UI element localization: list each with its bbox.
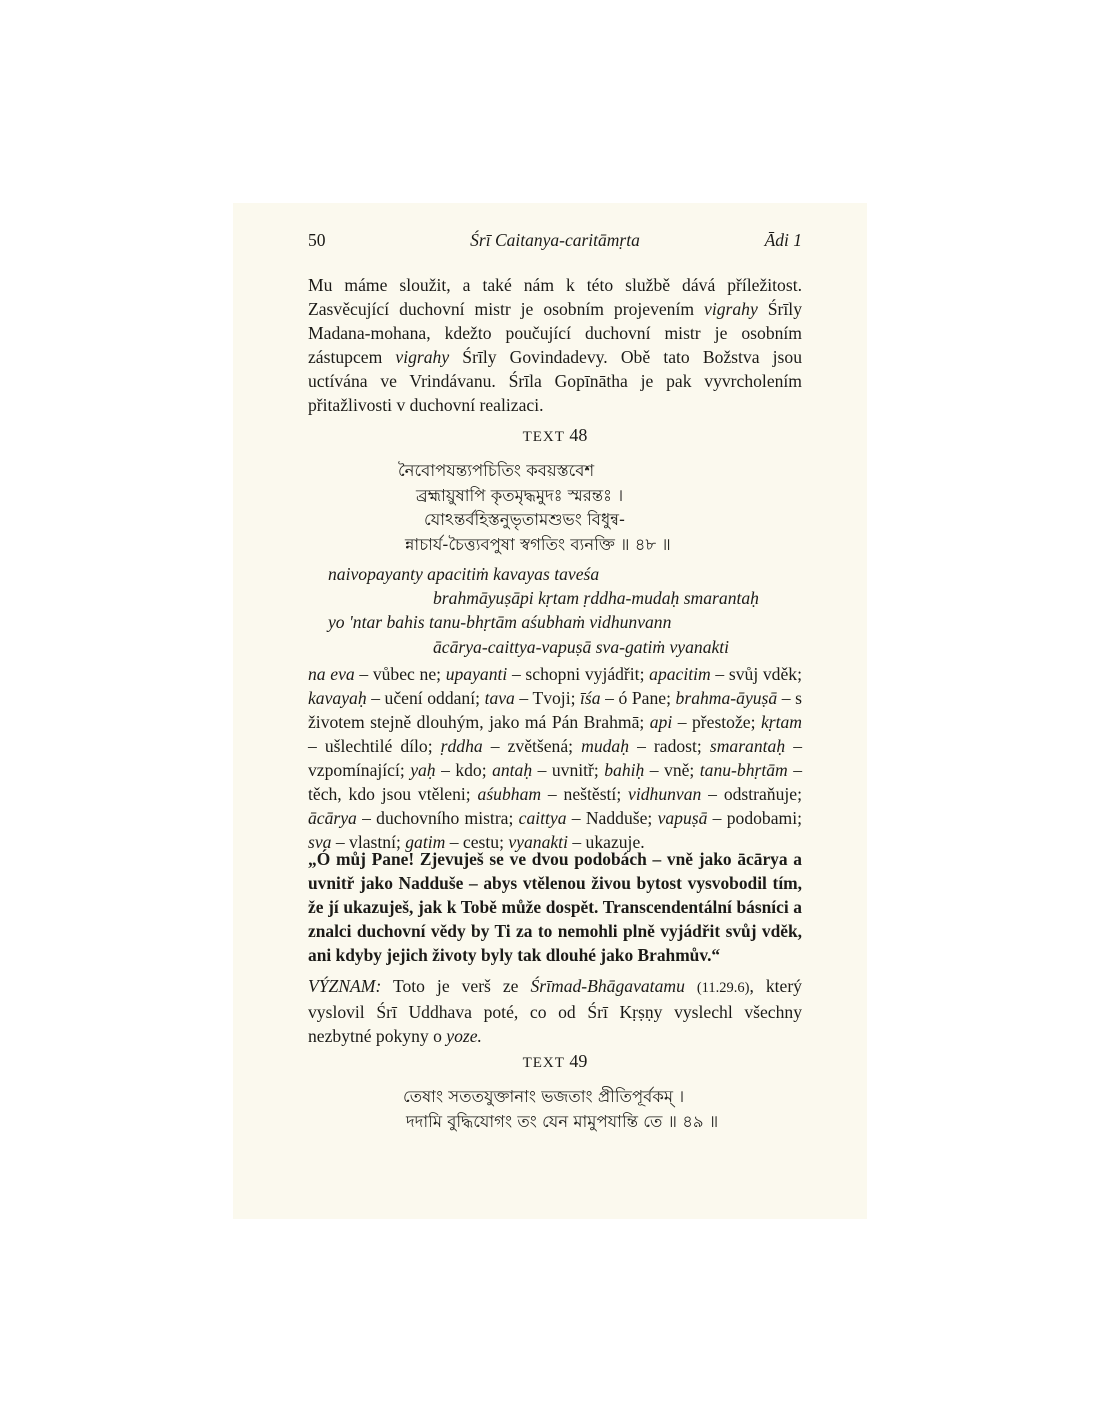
synonyms-48: na eva – vůbec ne; upayanti – schopni vyjádřit; apacitim – svůj vděk; kavayaḥ – učení oddaní; tava – Tvoji; īśa – ó Pane; brahma-āyuṣā – s životem stejně dlouhým, jako má Pán Brahmā; api – přestože; kṛtam – ušlechtilé dílo; ṛddha – zvětšená; mudaḥ – radost; smarantaḥ – vzpomínající; yaḥ – kdo; antaḥ – uvnitř; bahiḥ – vně; tanu-bhṛtām – těch, kdo jsou vtěleni; aśubham – neštěstí; vidhunvan – odstraňuje; ācārya – duchovního mistra; caittya – Nadduše; vapuṣā – podobami; sva – vlastní; gatim – cestu; vyanakti – ukazuje. (308, 664, 803, 852)
canto-label: Ādi 1 (764, 230, 802, 250)
purport-48: VÝZNAM: Toto je verš ze Śrīmad-Bhāgavatamu (11.29.6), který vyslovil Śrī Uddhava poté, co od Śrī Kṛṣṇy vyslechl všechny nezbytné pokyny o yoze. (308, 976, 802, 1046)
page-number: 50 (308, 230, 326, 250)
bengali-verse-48 (308, 459, 802, 557)
text-number: 49 (569, 1051, 588, 1071)
transliteration-48 (328, 562, 802, 659)
text-label: TEXT (522, 1055, 565, 1071)
bengali-verse-49 (308, 1085, 802, 1134)
running-header (308, 230, 802, 254)
translit-line: naivopayanty apacitiṁ kavayas taveśa (328, 564, 600, 584)
translit-line: yo 'ntar bahis tanu-bhṛtām aśubhaṁ vidhunvann (328, 612, 672, 633)
translit-line: brahmāyuṣāpi kṛtam ṛddha-mudaḥ smarantaḥ (433, 588, 759, 609)
bengali-line: ব্রহ্মায়ুষাপি কৃতমৃদ্ধমুদঃ স্মরন্তঃ । (416, 485, 624, 505)
bengali-line: যোঽন্তর্বহিস্তনুভৃতামশুভং বিধুন্ব- (424, 510, 625, 529)
text-number: 48 (569, 425, 588, 445)
intro-paragraph: Mu máme sloužit, a také nám k této službě dává příležitost. Zasvěcující duchovní mistr je osobním projevením vigrahy Śrīly Madana-mohana, kdežto poučující duchovní mistr je osobním zástupcem vigrahy Śrīly Govindadevy. Obě tato Božstva jsou uctívána ve Vrindávanu. Śrīla Gopīnātha je pak vyvrcholením přitažlivosti v duchovní realizaci. (308, 275, 802, 415)
bengali-line: নৈবোপযন্ত্যপচিতিং কবয়স্তবেশ (398, 461, 595, 480)
text-49-heading (308, 1051, 802, 1072)
text-label: TEXT (522, 429, 565, 445)
translation-48: „Ó můj Pane! Zjevuješ se ve dvou podobách – vně jako ācārya a uvnitř jako Nadduše – abys vtělenou živou bytost vysvobodil tím, že jí ukazuješ, jak k Tobě může dospět. Transcendentální básníci a znalci duchovní vědy by Ti za to nemohli plně vyjádřit svůj vděk, ani kdyby jejich životy byly tak dlouhé jako Brahmův.“ (308, 849, 802, 965)
book-title: Śrī Caitanya-caritāmṛta (470, 230, 640, 250)
bengali-line: ন্নাচার্য-চৈত্ত্যবপুষা স্বগতিং ব্যনক্তি ॥ ৪৮ ॥ (405, 534, 671, 554)
bengali-line: দদামি বুদ্ধিযোগং তং যেন মামুপযান্তি তে ॥ ৪৯ ॥ (406, 1111, 719, 1131)
bengali-line: তেষাং সততযুক্তানাং ভজতাং প্রীতিপূর্বকম্ । (403, 1087, 685, 1106)
text-48-heading (308, 425, 802, 446)
translit-line: ācārya-caittya-vapuṣā sva-gatiṁ vyanakti (433, 636, 730, 657)
book-page (233, 203, 867, 1219)
